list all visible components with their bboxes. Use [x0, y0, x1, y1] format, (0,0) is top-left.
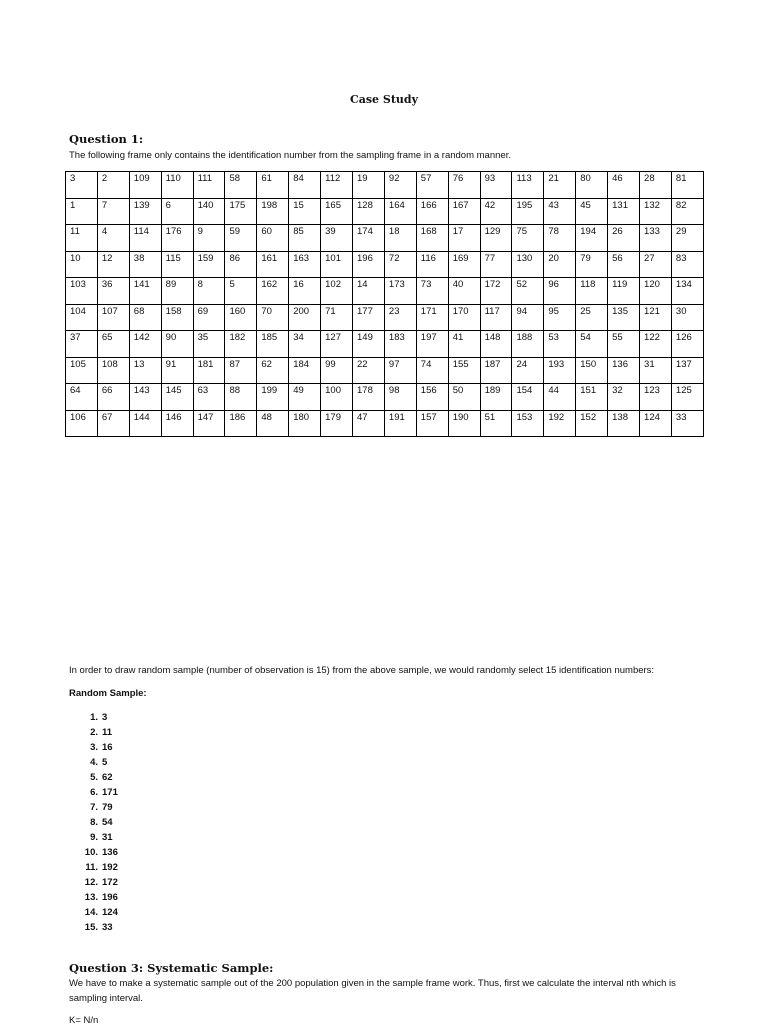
table-cell: 123	[640, 384, 672, 411]
list-item-number: 9.	[90, 832, 98, 843]
table-row	[66, 198, 704, 225]
table-cell: 115	[161, 251, 193, 278]
table-cell: 155	[448, 357, 480, 384]
table-cell: 168	[416, 225, 448, 252]
table-cell: 184	[289, 357, 321, 384]
table-cell: 98	[384, 384, 416, 411]
table-cell: 141	[129, 278, 161, 305]
list-item	[69, 830, 118, 845]
table-cell: 63	[193, 384, 225, 411]
table-cell: 132	[640, 198, 672, 225]
table-cell: 9	[193, 225, 225, 252]
list-item-number: 10.	[84, 847, 98, 858]
table-cell: 143	[129, 384, 161, 411]
table-cell: 144	[129, 410, 161, 437]
table-cell: 195	[512, 198, 544, 225]
table-cell: 55	[608, 331, 640, 358]
list-item-number: 2.	[90, 727, 98, 738]
question-1-intro: The following frame only contains the identification number from the sampling frame in a random manner.	[69, 150, 511, 161]
table-cell: 84	[289, 172, 321, 199]
list-item	[69, 875, 118, 890]
table-cell: 23	[384, 304, 416, 331]
table-cell: 82	[671, 198, 703, 225]
table-cell: 185	[257, 331, 289, 358]
table-cell: 142	[129, 331, 161, 358]
list-item-number: 11.	[85, 862, 98, 873]
table-cell: 93	[480, 172, 512, 199]
list-item-value: 16	[102, 742, 113, 753]
table-cell: 29	[671, 225, 703, 252]
table-cell: 77	[480, 251, 512, 278]
table-cell: 12	[97, 251, 129, 278]
table-cell: 114	[129, 225, 161, 252]
table-cell: 120	[640, 278, 672, 305]
table-cell: 27	[640, 251, 672, 278]
random-sample-label: Random Sample:	[69, 688, 147, 699]
table-cell: 52	[512, 278, 544, 305]
list-item-value: 54	[102, 817, 113, 828]
table-cell: 183	[384, 331, 416, 358]
table-cell: 94	[512, 304, 544, 331]
table-cell: 129	[480, 225, 512, 252]
table-cell: 67	[97, 410, 129, 437]
list-item-value: 62	[102, 772, 113, 783]
random-sample-list	[69, 710, 118, 935]
list-item	[69, 725, 118, 740]
table-cell: 70	[257, 304, 289, 331]
table-cell: 76	[448, 172, 480, 199]
table-cell: 186	[225, 410, 257, 437]
table-cell: 128	[353, 198, 385, 225]
table-cell: 106	[66, 410, 98, 437]
table-cell: 18	[384, 225, 416, 252]
table-cell: 14	[353, 278, 385, 305]
table-cell: 118	[576, 278, 608, 305]
list-item	[69, 770, 118, 785]
list-item-value: 79	[102, 802, 113, 813]
table-cell: 3	[66, 172, 98, 199]
table-cell: 11	[66, 225, 98, 252]
table-cell: 162	[257, 278, 289, 305]
table-cell: 54	[576, 331, 608, 358]
list-item-value: 33	[102, 922, 113, 933]
table-row	[66, 278, 704, 305]
table-cell: 159	[193, 251, 225, 278]
list-item-number: 4.	[90, 757, 98, 768]
table-cell: 145	[161, 384, 193, 411]
table-cell: 139	[129, 198, 161, 225]
list-item-number: 14.	[84, 907, 98, 918]
table-cell: 169	[448, 251, 480, 278]
table-cell: 131	[608, 198, 640, 225]
table-cell: 171	[416, 304, 448, 331]
table-cell: 53	[544, 331, 576, 358]
table-cell: 110	[161, 172, 193, 199]
table-cell: 51	[480, 410, 512, 437]
table-cell: 31	[640, 357, 672, 384]
table-cell: 175	[225, 198, 257, 225]
table-cell: 176	[161, 225, 193, 252]
list-item-value: 196	[102, 892, 118, 903]
table-cell: 104	[66, 304, 98, 331]
table-cell: 160	[225, 304, 257, 331]
table-cell: 64	[66, 384, 98, 411]
list-item-value: 5	[102, 757, 108, 768]
list-item-value: 124	[102, 907, 118, 918]
table-cell: 95	[544, 304, 576, 331]
table-cell: 197	[416, 331, 448, 358]
table-cell: 20	[544, 251, 576, 278]
list-item-value: 172	[102, 877, 118, 888]
table-cell: 57	[416, 172, 448, 199]
table-cell: 33	[671, 410, 703, 437]
table-cell: 40	[448, 278, 480, 305]
table-cell: 177	[353, 304, 385, 331]
list-item-value: 136	[102, 847, 118, 858]
table-cell: 122	[640, 331, 672, 358]
table-cell: 174	[353, 225, 385, 252]
table-row	[66, 172, 704, 199]
table-cell: 111	[193, 172, 225, 199]
table-cell: 196	[353, 251, 385, 278]
table-cell: 121	[640, 304, 672, 331]
table-cell: 150	[576, 357, 608, 384]
table-cell: 5	[225, 278, 257, 305]
table-cell: 138	[608, 410, 640, 437]
table-cell: 119	[608, 278, 640, 305]
table-cell: 96	[544, 278, 576, 305]
table-cell: 44	[544, 384, 576, 411]
table-cell: 87	[225, 357, 257, 384]
table-cell: 62	[257, 357, 289, 384]
table-cell: 165	[321, 198, 353, 225]
table-cell: 92	[384, 172, 416, 199]
table-cell: 73	[416, 278, 448, 305]
sampling-frame-table	[65, 171, 704, 437]
table-row	[66, 251, 704, 278]
table-cell: 71	[321, 304, 353, 331]
list-item	[69, 785, 118, 800]
table-cell: 48	[257, 410, 289, 437]
table-cell: 117	[480, 304, 512, 331]
table-cell: 49	[289, 384, 321, 411]
question-1-heading: Question 1:	[69, 132, 144, 146]
list-item-number: 3.	[90, 742, 98, 753]
table-row	[66, 357, 704, 384]
table-cell: 36	[97, 278, 129, 305]
list-item	[69, 710, 118, 725]
table-cell: 198	[257, 198, 289, 225]
list-item-number: 8.	[90, 817, 98, 828]
table-cell: 109	[129, 172, 161, 199]
table-cell: 102	[321, 278, 353, 305]
table-cell: 126	[671, 331, 703, 358]
list-item-number: 15.	[84, 922, 98, 933]
table-cell: 90	[161, 331, 193, 358]
table-cell: 81	[671, 172, 703, 199]
table-cell: 156	[416, 384, 448, 411]
table-cell: 88	[225, 384, 257, 411]
table-cell: 47	[353, 410, 385, 437]
list-item-number: 13.	[84, 892, 98, 903]
table-cell: 59	[225, 225, 257, 252]
table-cell: 21	[544, 172, 576, 199]
table-cell: 187	[480, 357, 512, 384]
table-cell: 100	[321, 384, 353, 411]
table-cell: 60	[257, 225, 289, 252]
table-cell: 39	[321, 225, 353, 252]
table-cell: 26	[608, 225, 640, 252]
table-cell: 182	[225, 331, 257, 358]
list-item-value: 192	[102, 862, 118, 873]
table-cell: 188	[512, 331, 544, 358]
table-cell: 89	[161, 278, 193, 305]
table-cell: 68	[129, 304, 161, 331]
table-cell: 38	[129, 251, 161, 278]
document-title: Case Study	[349, 93, 418, 106]
table-cell: 193	[544, 357, 576, 384]
table-cell: 166	[416, 198, 448, 225]
table-cell: 133	[640, 225, 672, 252]
table-row	[66, 384, 704, 411]
table-cell: 79	[576, 251, 608, 278]
table-cell: 61	[257, 172, 289, 199]
table-cell: 157	[416, 410, 448, 437]
list-item-number: 7.	[90, 802, 98, 813]
table-cell: 50	[448, 384, 480, 411]
table-cell: 8	[193, 278, 225, 305]
table-cell: 99	[321, 357, 353, 384]
table-cell: 17	[448, 225, 480, 252]
table-cell: 30	[671, 304, 703, 331]
table-cell: 58	[225, 172, 257, 199]
list-item-number: 1.	[90, 712, 98, 723]
table-cell: 124	[640, 410, 672, 437]
table-cell: 136	[608, 357, 640, 384]
list-item	[69, 740, 118, 755]
table-cell: 83	[671, 251, 703, 278]
table-cell: 86	[225, 251, 257, 278]
table-cell: 69	[193, 304, 225, 331]
table-cell: 151	[576, 384, 608, 411]
table-cell: 189	[480, 384, 512, 411]
table-cell: 42	[480, 198, 512, 225]
table-cell: 74	[416, 357, 448, 384]
list-item	[69, 815, 118, 830]
list-item-value: 31	[102, 832, 113, 843]
table-cell: 179	[321, 410, 353, 437]
table-cell: 2	[97, 172, 129, 199]
table-cell: 22	[353, 357, 385, 384]
list-item	[69, 860, 118, 875]
table-cell: 103	[66, 278, 98, 305]
table-cell: 140	[193, 198, 225, 225]
table-cell: 180	[289, 410, 321, 437]
table-cell: 153	[512, 410, 544, 437]
table-cell: 130	[512, 251, 544, 278]
table-cell: 56	[608, 251, 640, 278]
table-cell: 173	[384, 278, 416, 305]
table-cell: 113	[512, 172, 544, 199]
table-cell: 41	[448, 331, 480, 358]
table-cell: 163	[289, 251, 321, 278]
table-cell: 199	[257, 384, 289, 411]
table-cell: 178	[353, 384, 385, 411]
table-cell: 91	[161, 357, 193, 384]
interval-formula: K= N/n	[69, 1015, 99, 1026]
table-cell: 78	[544, 225, 576, 252]
table-cell: 152	[576, 410, 608, 437]
list-item-value: 3	[102, 712, 108, 723]
table-cell: 34	[289, 331, 321, 358]
table-cell: 101	[321, 251, 353, 278]
table-cell: 116	[416, 251, 448, 278]
table-cell: 112	[321, 172, 353, 199]
list-item-number: 6.	[90, 787, 98, 798]
table-cell: 190	[448, 410, 480, 437]
list-item-value: 11	[102, 727, 113, 738]
table-cell: 170	[448, 304, 480, 331]
table-cell: 154	[512, 384, 544, 411]
table-cell: 127	[321, 331, 353, 358]
table-cell: 15	[289, 198, 321, 225]
list-item-value: 171	[102, 787, 118, 798]
table-cell: 164	[384, 198, 416, 225]
table-cell: 65	[97, 331, 129, 358]
table-cell: 19	[353, 172, 385, 199]
table-cell: 32	[608, 384, 640, 411]
table-row	[66, 225, 704, 252]
table-cell: 161	[257, 251, 289, 278]
table-cell: 192	[544, 410, 576, 437]
table-cell: 149	[353, 331, 385, 358]
list-item	[69, 890, 118, 905]
table-cell: 66	[97, 384, 129, 411]
table-cell: 147	[193, 410, 225, 437]
table-cell: 6	[161, 198, 193, 225]
table-cell: 97	[384, 357, 416, 384]
table-row	[66, 331, 704, 358]
table-cell: 25	[576, 304, 608, 331]
list-item	[69, 755, 118, 770]
table-cell: 181	[193, 357, 225, 384]
table-cell: 125	[671, 384, 703, 411]
question-3-heading: Question 3: Systematic Sample:	[69, 961, 274, 975]
table-cell: 24	[512, 357, 544, 384]
list-item	[69, 800, 118, 815]
table-cell: 146	[161, 410, 193, 437]
list-item	[69, 845, 118, 860]
systematic-sample-paragraph: We have to make a systematic sample out of the 200 population given in the sample frame work. Thus, first we calculate the interval nth which is sampling interval.	[69, 978, 676, 1004]
table-cell: 28	[640, 172, 672, 199]
table-cell: 158	[161, 304, 193, 331]
list-item	[69, 905, 118, 920]
table-cell: 85	[289, 225, 321, 252]
table-cell: 194	[576, 225, 608, 252]
table-cell: 148	[480, 331, 512, 358]
table-row	[66, 410, 704, 437]
table-cell: 75	[512, 225, 544, 252]
table-cell: 37	[66, 331, 98, 358]
table-cell: 80	[576, 172, 608, 199]
list-item-number: 5.	[90, 772, 98, 783]
list-item-number: 12.	[84, 877, 98, 888]
table-cell: 200	[289, 304, 321, 331]
table-cell: 1	[66, 198, 98, 225]
list-item	[69, 920, 118, 935]
table-cell: 167	[448, 198, 480, 225]
table-cell: 16	[289, 278, 321, 305]
table-cell: 191	[384, 410, 416, 437]
table-cell: 137	[671, 357, 703, 384]
table-cell: 43	[544, 198, 576, 225]
table-row	[66, 304, 704, 331]
random-sample-paragraph: In order to draw random sample (number of observation is 15) from the above sample, we would randomly select 15 identification numbers:	[69, 665, 655, 676]
table-cell: 7	[97, 198, 129, 225]
table-cell: 10	[66, 251, 98, 278]
table-cell: 105	[66, 357, 98, 384]
table-cell: 107	[97, 304, 129, 331]
table-cell: 46	[608, 172, 640, 199]
table-cell: 135	[608, 304, 640, 331]
table-cell: 134	[671, 278, 703, 305]
table-cell: 4	[97, 225, 129, 252]
table-cell: 172	[480, 278, 512, 305]
table-cell: 72	[384, 251, 416, 278]
table-cell: 108	[97, 357, 129, 384]
table-cell: 45	[576, 198, 608, 225]
table-cell: 13	[129, 357, 161, 384]
table-cell: 35	[193, 331, 225, 358]
